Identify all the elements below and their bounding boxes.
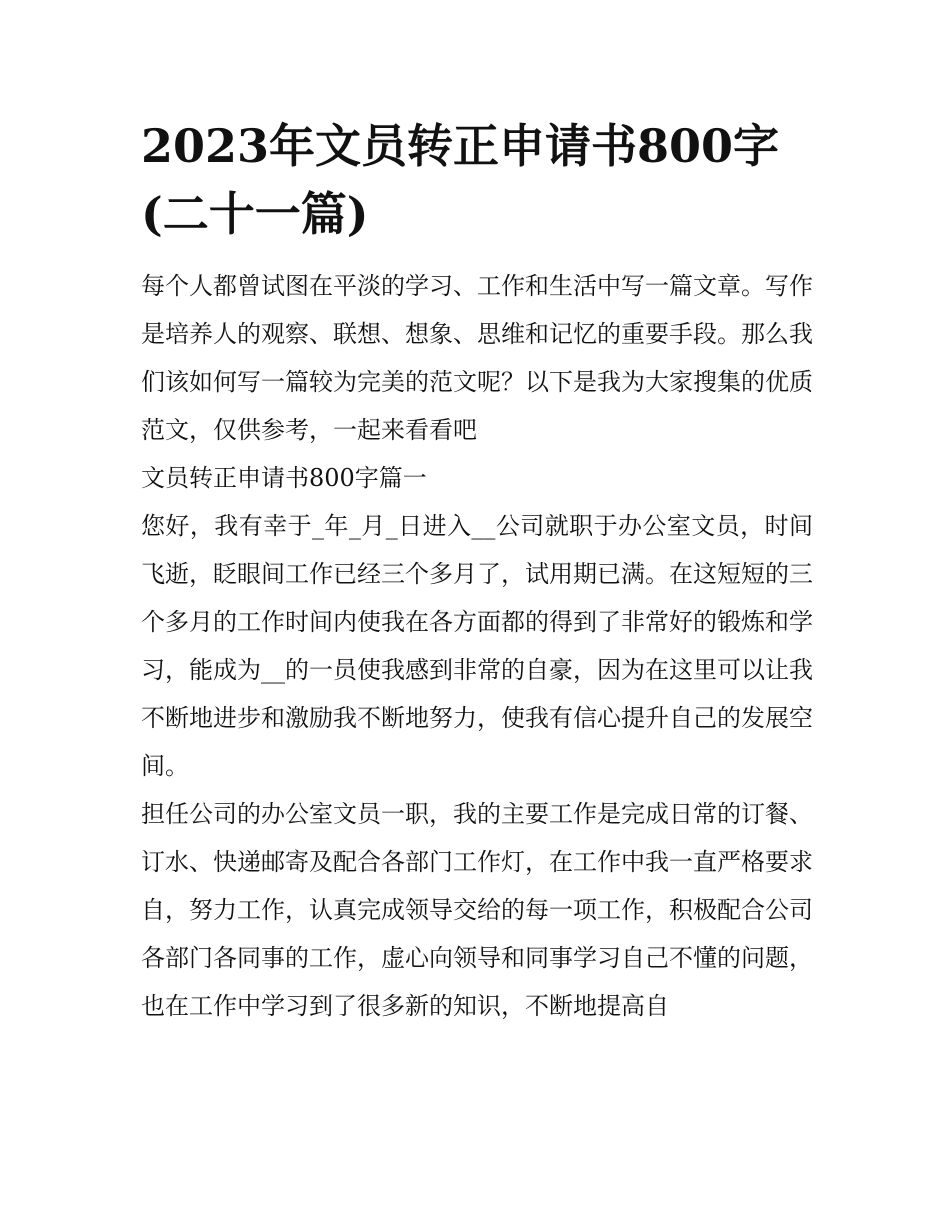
document-title: 2023年文员转正申请书800字(二十一篇) (141, 119, 780, 241)
body-paragraph-2: 担任公司的办公室文员一职，我的主要工作是完成日常的订餐、订水、快递邮寄及配合各部门工作灯，在工作中我一直严格要求自，努力工作，认真完成领导交给的每一项工作，积极配合公司各部门各同事的工作，虚心向领导和同事学习自己不懂的问题，也在工作中学习到了很多新的知识，不断地提高自 (141, 800, 813, 1020)
section-heading: 文员转正申请书800字篇一 (141, 464, 427, 492)
document-body (141, 112, 813, 1030)
body-paragraph-1: 您好，我有幸于_年_月_日进入__公司就职于办公室文员，时间飞逝，眨眼间工作已经三个多月了，试用期已满。在这短短的三个多月的工作时间内使我在各方面都的得到了非常好的锻炼和学习，能成为__的一员使我感到非常的自豪，因为在这里可以让我不断地进步和激励我不断地努力，使我有信心提升自己的发展空间。 (141, 512, 813, 780)
intro-paragraph: 每个人都曾试图在平淡的学习、工作和生活中写一篇文章。写作是培养人的观察、联想、想象、思维和记忆的重要手段。那么我们该如何写一篇较为完美的范文呢？以下是我为大家搜集的优质范文，仅供参考，一起来看看吧 (141, 272, 813, 444)
